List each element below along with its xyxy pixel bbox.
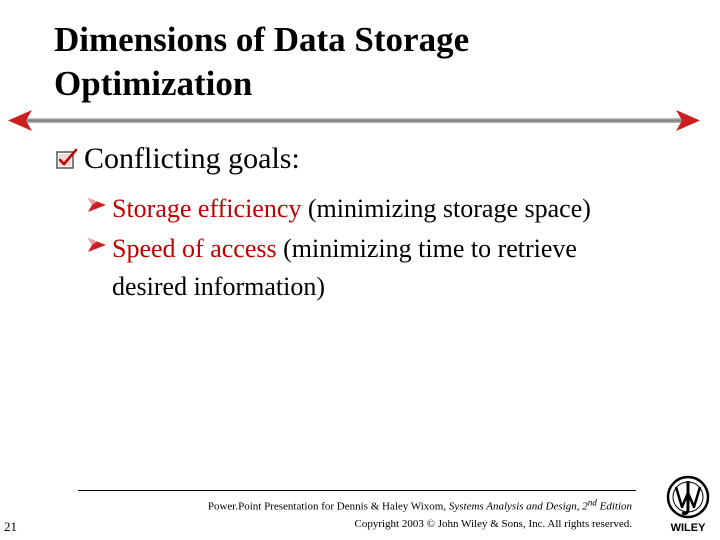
bullet-conflicting-goals	[56, 140, 676, 178]
slide-title-line-1: Dimensions of Data Storage	[54, 20, 470, 59]
red-arrow-bullet-icon	[88, 198, 106, 212]
wiley-logo-icon	[664, 473, 712, 535]
footer-book-title: Systems Analysis and Design, 2	[448, 500, 588, 513]
sub-bullet-highlight: Speed of access	[112, 234, 277, 263]
red-arrow-bullet-icon	[88, 238, 106, 252]
slide-title	[54, 18, 694, 106]
checkbox-bullet-icon	[56, 148, 78, 170]
footer-prefix: Power.Point Presentation for Dennis & Haley Wixom,	[207, 500, 449, 513]
sub-bullet-rest: (minimizing storage space)	[301, 194, 591, 223]
bullet-text: Conflicting goals:	[84, 142, 300, 175]
footer-divider	[78, 490, 636, 491]
wiley-logo-text: WILEY	[670, 522, 706, 534]
sub-bullet-list	[80, 190, 640, 306]
footer-edition: Edition	[596, 500, 632, 513]
slide-title-line-2: Optimization	[54, 64, 253, 103]
footer-edition-sup: nd	[587, 497, 597, 507]
double-arrow-divider-icon	[8, 109, 700, 133]
footer-credits	[150, 494, 632, 533]
footer-copyright: Copyright 2003 © John Wiley & Sons, Inc. All rights reserved.	[354, 517, 632, 530]
sub-bullet-rest: (minimizing time to retrieve desired information)	[112, 234, 577, 301]
footer-line-1	[150, 494, 632, 516]
sub-bullet-storage-efficiency	[80, 190, 640, 228]
page-number: 21	[4, 519, 17, 534]
sub-bullet-speed-of-access	[80, 230, 640, 306]
sub-bullet-highlight: Storage efficiency	[112, 194, 302, 223]
